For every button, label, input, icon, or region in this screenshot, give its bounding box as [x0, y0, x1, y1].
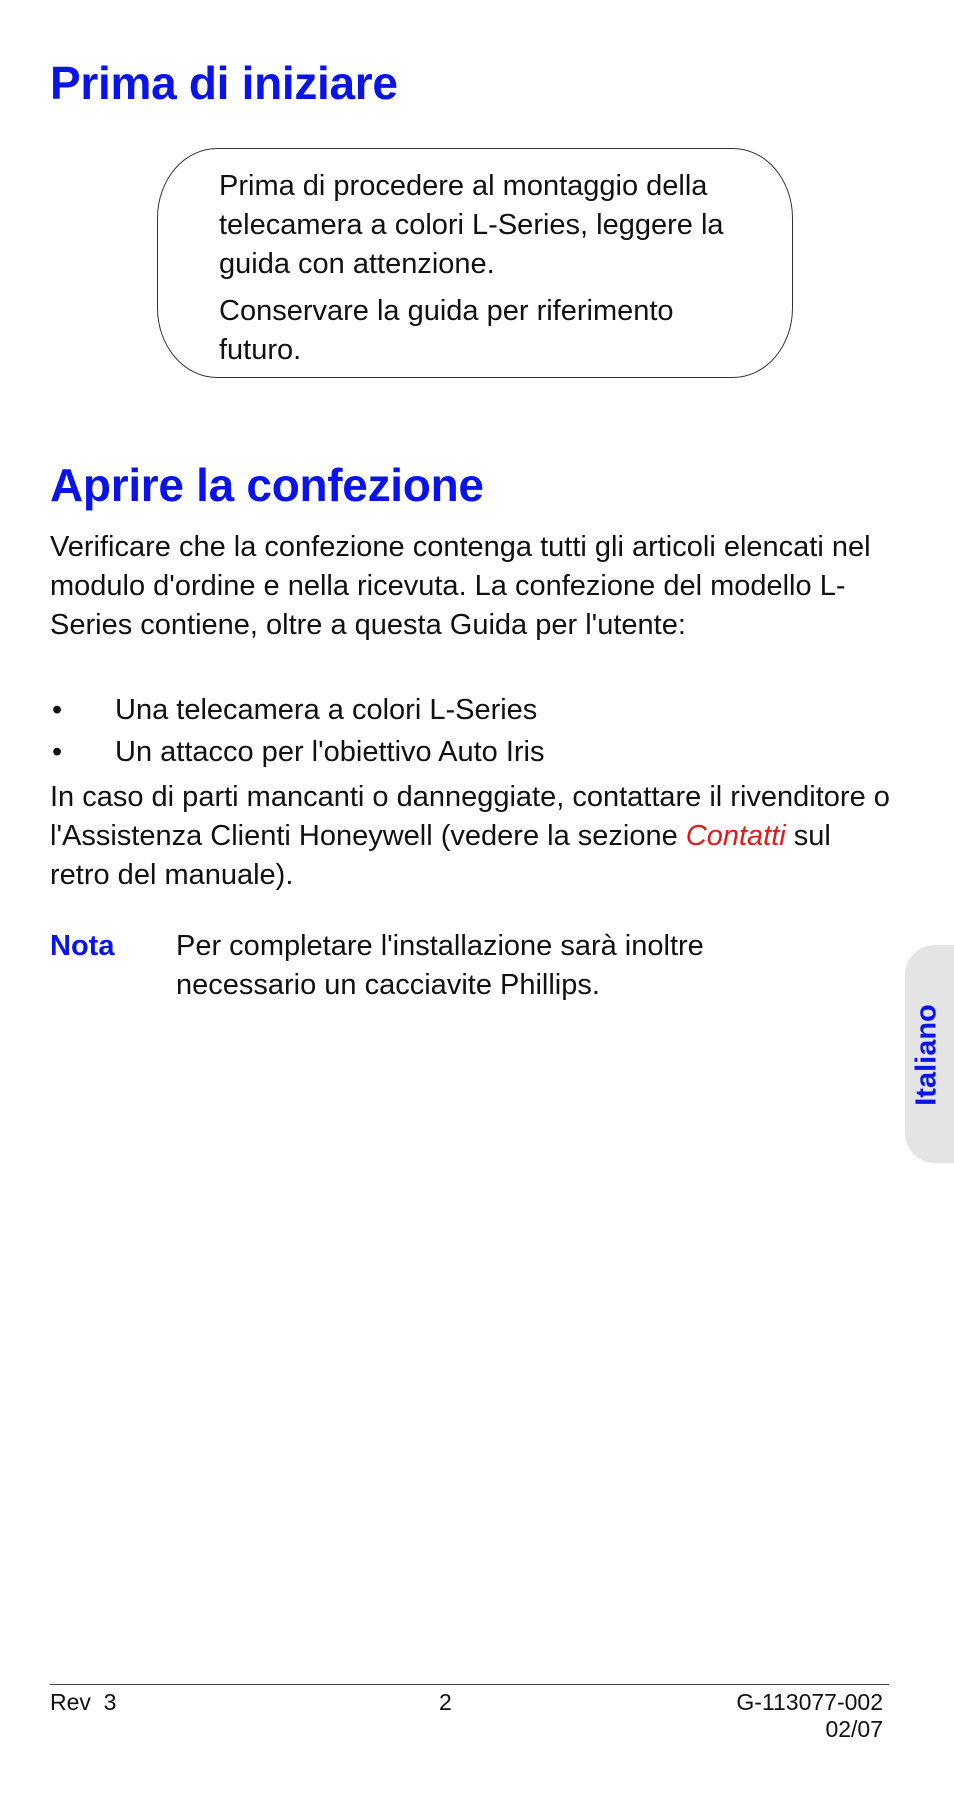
footer-date: 02/07: [825, 1716, 883, 1742]
footer-doc-number: G-113077-002: [736, 1689, 883, 1715]
callout-paragraph-1: Prima di procedere al montaggio della telecamera a colori L-Series, leggere la guida con attenzione.: [219, 170, 724, 280]
bullet-icon: •: [52, 736, 63, 768]
unpack-intro: Verificare che la confezione contenga tutti gli articoli elencati nel modulo d'ordine e nella ricevuta. La confezione del modello L-Series contiene, oltre a questa Guida per l'utente:: [50, 531, 871, 641]
footer-page-number: 2: [439, 1689, 452, 1715]
language-tab-label: Italiano: [910, 1004, 943, 1106]
note-block: [50, 927, 830, 1005]
callout-paragraph-2: Conservare la guida per riferimento futuro.: [219, 295, 674, 366]
footer-doc-info: [736, 1689, 883, 1743]
missing-parts-text-start: In caso di parti mancanti o danneggiate, contattare il rivenditore o l'Assistenza Clienti Honeywell (vedere la sezione: [50, 781, 890, 852]
callout-box: [157, 148, 793, 378]
package-contents-list: [50, 689, 544, 773]
note-label: Nota: [50, 930, 115, 962]
list-item-text: Una telecamera a colori L-Series: [115, 694, 538, 726]
list-item-text: Un attacco per l'obiettivo Auto Iris: [115, 736, 545, 768]
contatti-link[interactable]: Contatti: [685, 820, 786, 852]
section-title-before: Prima di iniziare: [50, 57, 398, 109]
missing-parts-paragraph: [50, 778, 890, 895]
missing-parts-text-end: sul retro del manuale).: [50, 820, 831, 891]
section-title-unpack: Aprire la confezione: [50, 459, 484, 511]
footer-revision: Rev 3: [50, 1689, 117, 1715]
note-text: Per completare l'installazione sarà inoltre necessario un cacciavite Phillips.: [176, 930, 704, 1001]
list-item: [50, 731, 544, 773]
bullet-icon: •: [52, 694, 63, 726]
footer-divider: [50, 1684, 889, 1685]
list-item: [50, 689, 544, 731]
